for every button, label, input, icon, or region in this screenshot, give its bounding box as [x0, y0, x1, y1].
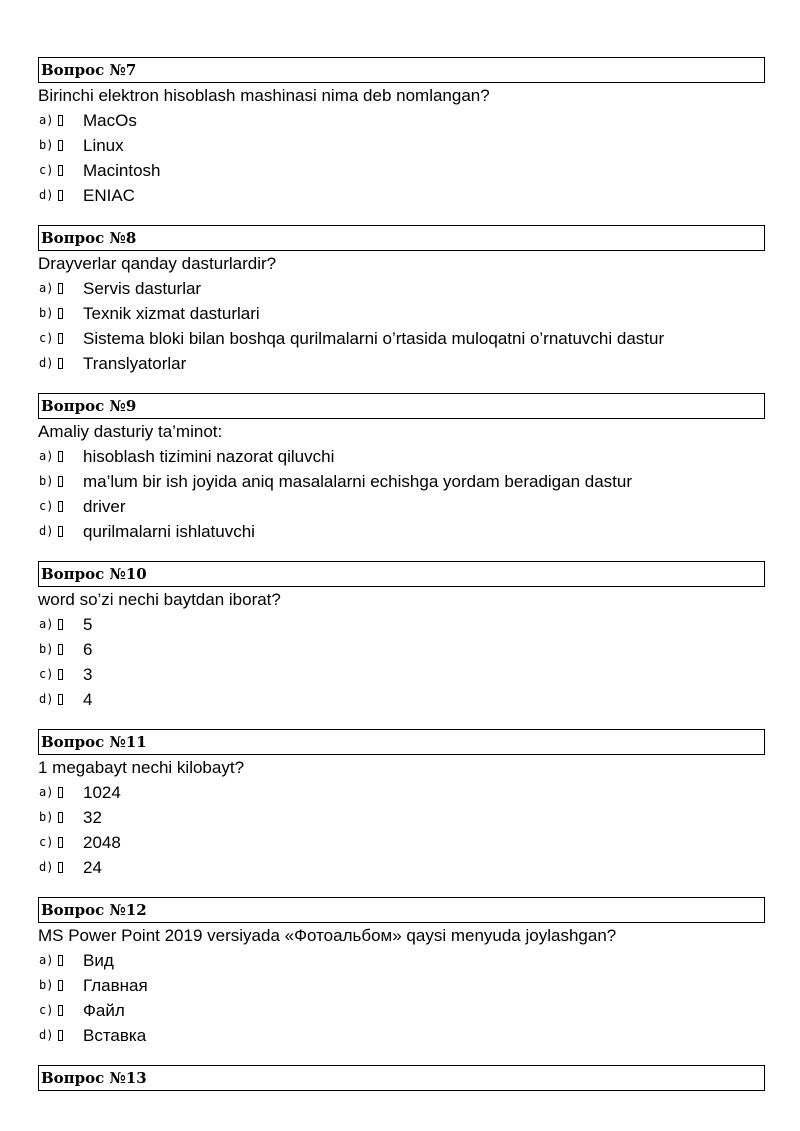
- option-text: 5: [83, 615, 93, 634]
- option-text: driver: [83, 497, 126, 516]
- option-letter: b): [39, 138, 54, 152]
- option-text: 1024: [83, 783, 121, 802]
- answer-option: [38, 133, 765, 158]
- option-text: Texnik xizmat dasturlari: [83, 304, 260, 323]
- question-document: [38, 57, 765, 1108]
- answer-option: [38, 830, 765, 855]
- option-text: 6: [83, 640, 93, 659]
- option-text: 2048: [83, 833, 121, 852]
- question-text: MS Power Point 2019 versiyada «Фотоальбом» qaysi menyuda joylashgan?: [38, 926, 617, 945]
- answer-option: [38, 948, 765, 973]
- option-letter: a): [39, 617, 54, 631]
- answer-option: [38, 301, 765, 326]
- checkbox-glyph-icon: [58, 526, 63, 537]
- option-letter: a): [39, 953, 54, 967]
- question-header: Вопрос №8: [38, 225, 765, 251]
- checkbox-glyph-icon: [58, 1005, 63, 1016]
- answer-option: [38, 780, 765, 805]
- option-letter: a): [39, 785, 54, 799]
- option-text: qurilmalarni ishlatuvchi: [83, 522, 255, 541]
- question-block: [38, 897, 765, 1048]
- option-text: ENIAC: [83, 186, 135, 205]
- checkbox-glyph-icon: [58, 140, 63, 151]
- question-block: [38, 57, 765, 208]
- question-text: 1 megabayt nechi kilobayt?: [38, 758, 245, 777]
- option-letter: c): [39, 667, 54, 681]
- option-text: Sistema bloki bilan boshqa qurilmalarni o’rtasida muloqatni o’rnatuvchi dastur: [83, 329, 665, 348]
- checkbox-glyph-icon: [58, 980, 63, 991]
- question-header: Вопрос №9: [38, 393, 765, 419]
- option-text: Macintosh: [83, 161, 161, 180]
- option-text: hisoblash tizimini nazorat qiluvchi: [83, 447, 335, 466]
- option-letter: d): [39, 692, 54, 706]
- answer-option: [38, 998, 765, 1023]
- question-header: Вопрос №12: [38, 897, 765, 923]
- answer-option: [38, 276, 765, 301]
- answer-option: [38, 805, 765, 830]
- option-letter: d): [39, 860, 54, 874]
- option-text: MacOs: [83, 111, 137, 130]
- option-text: Servis dasturlar: [83, 279, 202, 298]
- option-letter: c): [39, 331, 54, 345]
- option-letter: c): [39, 163, 54, 177]
- answer-option: [38, 158, 765, 183]
- checkbox-glyph-icon: [58, 1030, 63, 1041]
- answer-option: [38, 494, 765, 519]
- question-block: [38, 393, 765, 544]
- option-letter: d): [39, 1028, 54, 1042]
- option-text: Главная: [83, 976, 148, 995]
- option-letter: b): [39, 978, 54, 992]
- answer-option: [38, 519, 765, 544]
- answer-option: [38, 326, 765, 351]
- answer-option: [38, 662, 765, 687]
- checkbox-glyph-icon: [58, 787, 63, 798]
- answer-option: [38, 183, 765, 208]
- checkbox-glyph-icon: [58, 476, 63, 487]
- checkbox-glyph-icon: [58, 501, 63, 512]
- option-letter: c): [39, 835, 54, 849]
- option-text: 3: [83, 665, 93, 684]
- question-block: [38, 729, 765, 880]
- answer-option: [38, 351, 765, 376]
- checkbox-glyph-icon: [58, 619, 63, 630]
- checkbox-glyph-icon: [58, 451, 63, 462]
- checkbox-glyph-icon: [58, 812, 63, 823]
- checkbox-glyph-icon: [58, 283, 63, 294]
- option-letter: b): [39, 306, 54, 320]
- option-text: 24: [83, 858, 102, 877]
- question-text: Amaliy dasturiy ta’minot:: [38, 422, 223, 441]
- checkbox-glyph-icon: [58, 694, 63, 705]
- checkbox-glyph-icon: [58, 308, 63, 319]
- question-text: Drayverlar qanday dasturlardir?: [38, 254, 277, 273]
- option-text: Вставка: [83, 1026, 147, 1045]
- option-text: ma’lum bir ish joyida aniq masalalarni echishga yordam beradigan dastur: [83, 472, 633, 491]
- answer-option: [38, 108, 765, 133]
- answer-option: [38, 973, 765, 998]
- question-block: [38, 225, 765, 376]
- option-letter: d): [39, 524, 54, 538]
- question-text: word so’zi nechi baytdan iborat?: [38, 590, 281, 609]
- question-header: Вопрос №7: [38, 57, 765, 83]
- question-header: Вопрос №11: [38, 729, 765, 755]
- option-letter: a): [39, 281, 54, 295]
- answer-option: [38, 469, 765, 494]
- question-header: Вопрос №10: [38, 561, 765, 587]
- option-letter: d): [39, 356, 54, 370]
- option-text: Translyatorlar: [83, 354, 187, 373]
- answer-option: [38, 637, 765, 662]
- question-block: [38, 561, 765, 712]
- answer-option: [38, 612, 765, 637]
- checkbox-glyph-icon: [58, 669, 63, 680]
- option-letter: c): [39, 499, 54, 513]
- checkbox-glyph-icon: [58, 862, 63, 873]
- question-block: [38, 1065, 765, 1091]
- option-letter: d): [39, 188, 54, 202]
- checkbox-glyph-icon: [58, 644, 63, 655]
- option-text: Вид: [83, 951, 114, 970]
- checkbox-glyph-icon: [58, 837, 63, 848]
- option-text: Linux: [83, 136, 124, 155]
- option-text: Файл: [83, 1001, 125, 1020]
- option-letter: b): [39, 642, 54, 656]
- checkbox-glyph-icon: [58, 333, 63, 344]
- checkbox-glyph-icon: [58, 955, 63, 966]
- option-text: 4: [83, 690, 93, 709]
- checkbox-glyph-icon: [58, 165, 63, 176]
- answer-option: [38, 687, 765, 712]
- option-letter: a): [39, 113, 54, 127]
- option-text: 32: [83, 808, 102, 827]
- checkbox-glyph-icon: [58, 358, 63, 369]
- option-letter: a): [39, 449, 54, 463]
- checkbox-glyph-icon: [58, 190, 63, 201]
- answer-option: [38, 1023, 765, 1048]
- question-header: Вопрос №13: [38, 1065, 765, 1091]
- option-letter: c): [39, 1003, 54, 1017]
- question-text: Birinchi elektron hisoblash mashinasi nima deb nomlangan?: [38, 86, 490, 105]
- option-letter: b): [39, 810, 54, 824]
- answer-option: [38, 444, 765, 469]
- checkbox-glyph-icon: [58, 115, 63, 126]
- option-letter: b): [39, 474, 54, 488]
- answer-option: [38, 855, 765, 880]
